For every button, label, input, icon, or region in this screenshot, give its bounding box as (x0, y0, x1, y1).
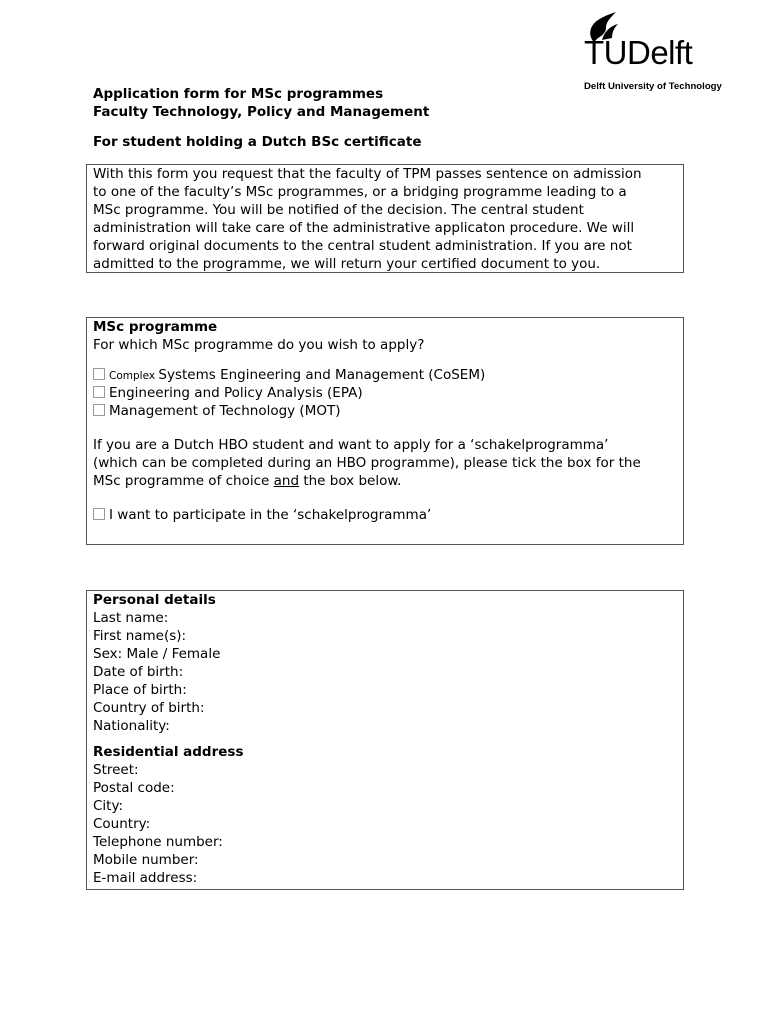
tu-delft-logo (580, 10, 740, 94)
field-place-of-birth[interactable]: Place of birth: (93, 682, 187, 698)
hbo-text-line (93, 472, 677, 490)
option-label: Systems Engineering and Management (CoSEM) (158, 367, 486, 383)
logo-tagline: Delft University of Technology (584, 81, 722, 92)
personal-details-box (86, 590, 684, 890)
mot-checkbox[interactable] (93, 404, 105, 416)
field-nationality[interactable]: Nationality: (93, 718, 170, 734)
msc-question: For which MSc programme do you wish to apply? (93, 337, 425, 353)
field-mobile[interactable]: Mobile number: (93, 852, 199, 868)
option-cosem[interactable] (93, 366, 677, 384)
msc-programme-box (86, 317, 684, 545)
field-telephone[interactable]: Telephone number: (93, 834, 223, 850)
option-label: Management of Technology (MOT) (109, 403, 341, 419)
hbo-text-line: If you are a Dutch HBO student and want to apply for a ‘schakelprogramma’ (93, 437, 609, 453)
intro-line: admitted to the programme, we will return your certified document to you. (93, 256, 601, 272)
intro-line: forward original documents to the central student administration. If you are not (93, 238, 632, 254)
hbo-text-line: (which can be completed during an HBO programme), please tick the box for the (93, 455, 641, 471)
option-prefix: Complex (109, 370, 159, 382)
faculty-title: Faculty Technology, Policy and Management (93, 104, 430, 120)
epa-checkbox[interactable] (93, 386, 105, 398)
field-sex[interactable]: Sex: Male / Female (93, 646, 221, 662)
form-subtitle: For student holding a Dutch BSc certificate (93, 134, 422, 150)
hbo-text-underlined: and (273, 473, 300, 489)
field-date-of-birth[interactable]: Date of birth: (93, 664, 184, 680)
address-section-title: Residential address (93, 744, 244, 760)
field-country[interactable]: Country: (93, 816, 151, 832)
option-label: I want to participate in the ‘schakelprogramma’ (109, 507, 432, 523)
field-country-of-birth[interactable]: Country of birth: (93, 700, 205, 716)
intro-line: administration will take care of the administrative applicaton procedure. We will (93, 220, 635, 236)
option-mot[interactable] (93, 402, 677, 420)
option-epa[interactable] (93, 384, 677, 402)
option-label: Engineering and Policy Analysis (EPA) (109, 385, 363, 401)
intro-line: With this form you request that the faculty of TPM passes sentence on admission (93, 166, 642, 182)
field-first-names[interactable]: First name(s): (93, 628, 187, 644)
field-postal-code[interactable]: Postal code: (93, 780, 175, 796)
hbo-text-part: MSc programme of choice (93, 473, 274, 489)
intro-line: MSc programme. You will be notified of the decision. The central student (93, 202, 584, 218)
field-last-name[interactable]: Last name: (93, 610, 169, 626)
field-email[interactable]: E-mail address: (93, 870, 198, 886)
form-title: Application form for MSc programmes (93, 86, 384, 102)
logo-wordmark: TUDelft (584, 34, 693, 71)
intro-box (86, 164, 684, 273)
cosem-checkbox[interactable] (93, 368, 105, 380)
msc-section-title: MSc programme (93, 319, 218, 335)
personal-section-title: Personal details (93, 592, 216, 608)
field-city[interactable]: City: (93, 798, 124, 814)
hbo-text-part: the box below. (299, 473, 402, 489)
schakel-checkbox[interactable] (93, 508, 105, 520)
option-schakel[interactable] (93, 506, 677, 524)
field-street[interactable]: Street: (93, 762, 139, 778)
intro-line: to one of the faculty’s MSc programmes, or a bridging programme leading to a (93, 184, 627, 200)
